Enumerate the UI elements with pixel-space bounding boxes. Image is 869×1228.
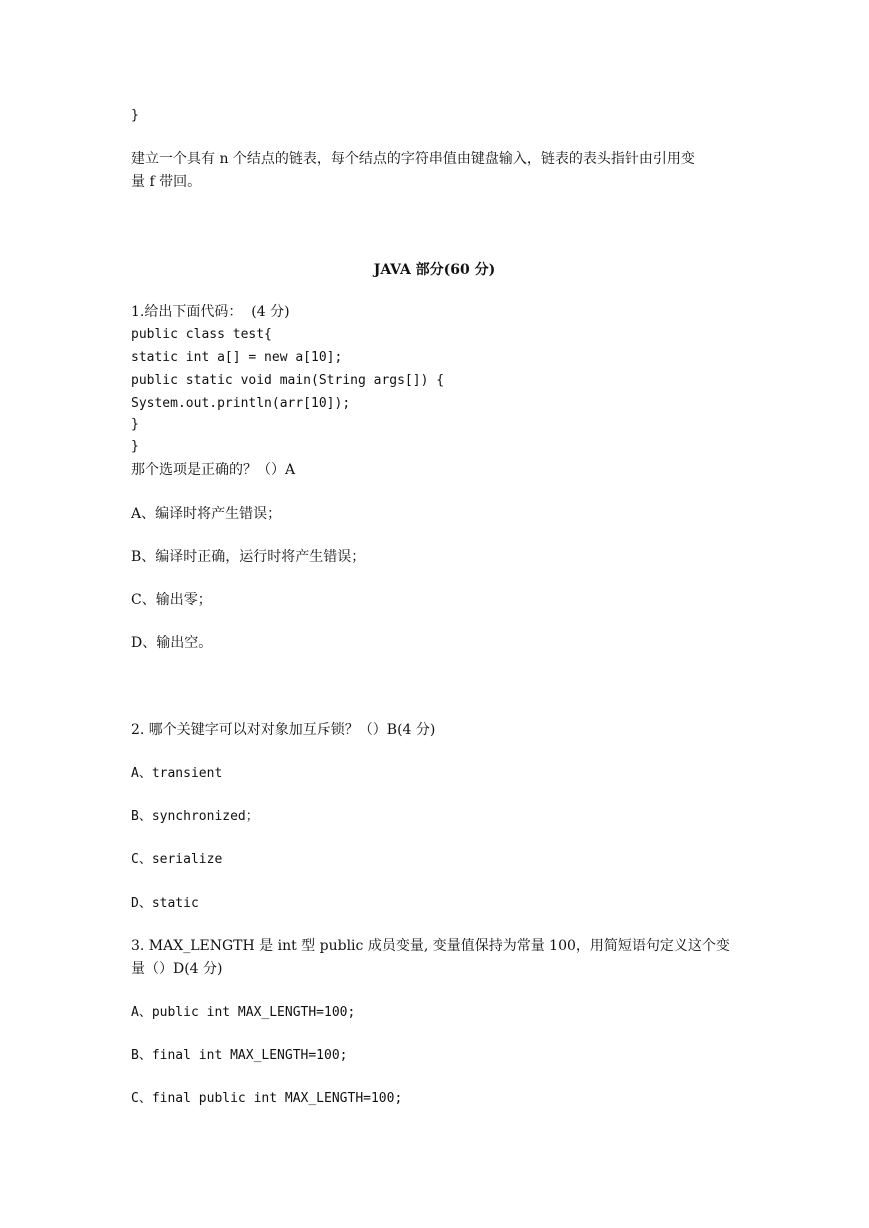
q1-code-line: } — [131, 417, 139, 432]
q1-option-c: C、输出零； — [131, 592, 212, 608]
q1-stem: 1.给出下面代码： (4 分) — [131, 304, 290, 320]
q2-option-c: C、serialize — [131, 852, 223, 867]
intro-line-1: 建立一个具有 n 个结点的链表，每个结点的字符串值由键盘输入，链表的表头指针由引用变 — [131, 151, 695, 167]
q2-option-d: D、static — [131, 896, 199, 911]
q1-code-line: public static void main(String args[]) { — [131, 373, 445, 388]
q3-stem-line-1: 3. MAX_LENGTH 是 int 型 public 成员变量, 变量值保持为常量 100，用简短语句定义这个变 — [131, 938, 730, 954]
q1-option-a: A、编译时将产生错误； — [131, 506, 282, 522]
closing-brace: } — [131, 108, 139, 123]
q1-code-line: } — [131, 439, 139, 454]
q1-question: 那个选项是正确的？（）A — [131, 462, 296, 478]
q3-option-a: A、public int MAX_LENGTH=100; — [131, 1005, 356, 1020]
intro-line-2: 量 f 带回。 — [131, 174, 202, 190]
q1-code-line: System.out.println(arr[10]); — [131, 396, 351, 411]
q3-option-c: C、final public int MAX_LENGTH=100; — [131, 1091, 403, 1106]
q2-option-a: A、transient — [131, 766, 223, 781]
q1-code-line: static int a[] = new a[10]; — [131, 350, 343, 365]
q3-option-b: B、final int MAX_LENGTH=100; — [131, 1048, 348, 1063]
q2-option-b: B、synchronized； — [131, 809, 259, 824]
section-title: JAVA 部分(60 分) — [373, 262, 496, 278]
q2-stem: 2. 哪个关键字可以对对象加互斥锁？（）B(4 分) — [131, 722, 436, 738]
q1-option-b: B、编译时正确，运行时将产生错误； — [131, 549, 366, 565]
q1-option-d: D、输出空。 — [131, 635, 213, 651]
q3-stem-line-2: 量（）D(4 分) — [131, 961, 223, 977]
q1-code-line: public class test{ — [131, 327, 272, 342]
